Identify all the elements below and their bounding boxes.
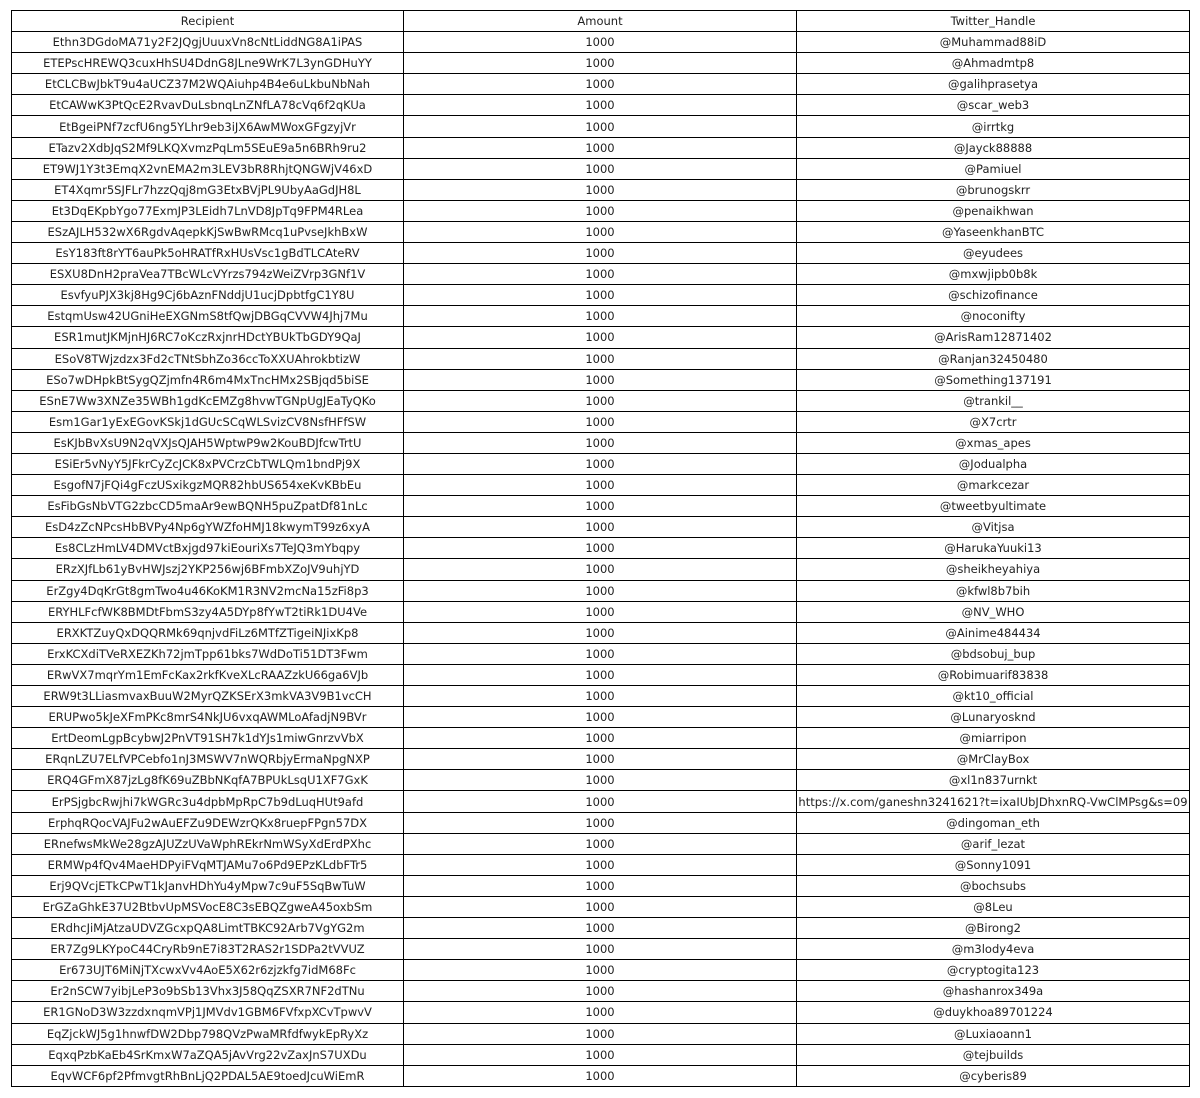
cell-amount: 1000 (404, 53, 797, 74)
cell-twitter-handle: @Pamiuel (797, 158, 1190, 179)
cell-twitter-handle: @penaikhwan (797, 200, 1190, 221)
cell-amount: 1000 (404, 32, 797, 53)
cell-amount: 1000 (404, 496, 797, 517)
table-row (12, 74, 1190, 95)
cell-amount: 1000 (404, 116, 797, 137)
cell-twitter-handle: @Luxiaoann1 (797, 1023, 1190, 1044)
cell-amount: 1000 (404, 1002, 797, 1023)
cell-amount: 1000 (404, 369, 797, 390)
table-row (12, 179, 1190, 200)
cell-amount: 1000 (404, 221, 797, 242)
table-row (12, 538, 1190, 559)
table-row (12, 221, 1190, 242)
table-row (12, 896, 1190, 917)
header-amount: Amount (404, 11, 797, 32)
table-body (12, 32, 1190, 1087)
cell-amount: 1000 (404, 643, 797, 664)
table-row (12, 453, 1190, 474)
cell-twitter-handle: @YaseenkhanBTC (797, 221, 1190, 242)
cell-twitter-handle: @Something137191 (797, 369, 1190, 390)
cell-amount: 1000 (404, 580, 797, 601)
table-row (12, 622, 1190, 643)
cell-recipient: ET9WJ1Y3t3EmqX2vnEMA2m3LEV3bR8RhjtQNGWjV46xD (12, 158, 404, 179)
table-row (12, 728, 1190, 749)
cell-recipient: Er673UJT6MiNjTXcwxVv4AoE5X62r6zjzkfg7idM68Fc (12, 960, 404, 981)
table-row (12, 158, 1190, 179)
cell-recipient: ErPSjgbcRwjhi7kWGRc3u4dpbMpRpC7b9dLuqHUt9afd (12, 791, 404, 812)
cell-twitter-handle: @NV_WHO (797, 601, 1190, 622)
cell-twitter-handle: @miarripon (797, 728, 1190, 749)
cell-amount: 1000 (404, 939, 797, 960)
table-row (12, 116, 1190, 137)
table-row (12, 939, 1190, 960)
table-row (12, 981, 1190, 1002)
table-row (12, 812, 1190, 833)
cell-recipient: ER1GNoD3W3zzdxnqmVPj1JMVdv1GBM6FVfxpXCvTpwvV (12, 1002, 404, 1023)
table-row (12, 95, 1190, 116)
cell-twitter-handle: @Vitjsa (797, 517, 1190, 538)
cell-amount: 1000 (404, 432, 797, 453)
cell-amount: 1000 (404, 664, 797, 685)
cell-twitter-handle: @Muhammad88iD (797, 32, 1190, 53)
cell-amount: 1000 (404, 179, 797, 200)
cell-recipient: ERzXJfLb61yBvHWJszj2YKP256wj6BFmbXZoJV9uhjYD (12, 559, 404, 580)
table-row (12, 243, 1190, 264)
cell-recipient: EsY183ft8rYT6auPk5oHRATfRxHUsVsc1gBdTLCAteRV (12, 243, 404, 264)
cell-recipient: ETEPscHREWQ3cuxHhSU4DdnG8JLne9WrK7L3ynGDHuYY (12, 53, 404, 74)
cell-amount: 1000 (404, 517, 797, 538)
cell-amount: 1000 (404, 749, 797, 770)
cell-amount: 1000 (404, 200, 797, 221)
cell-twitter-handle: @hashanrox349a (797, 981, 1190, 1002)
cell-twitter-handle: @dingoman_eth (797, 812, 1190, 833)
cell-twitter-handle: @Ainime484434 (797, 622, 1190, 643)
cell-amount: 1000 (404, 327, 797, 348)
cell-twitter-handle: @HarukaYuuki13 (797, 538, 1190, 559)
cell-recipient: ESo7wDHpkBtSygQZjmfn4R6m4MxTncHMx2SBjqd5biSE (12, 369, 404, 390)
cell-recipient: ESnE7Ww3XNZe35WBh1gdKcEMZg8hvwTGNpUgJEaTyQKo (12, 390, 404, 411)
cell-recipient: Es8CLzHmLV4DMVctBxjgd97kiEouriXs7TeJQ3mYbqpy (12, 538, 404, 559)
cell-recipient: ESiEr5vNyY5JFkrCyZcJCK8xPVCrzCbTWLQm1bndPj9X (12, 453, 404, 474)
cell-twitter-handle: @X7crtr (797, 411, 1190, 432)
cell-amount: 1000 (404, 411, 797, 432)
cell-recipient: ERUPwo5kJeXFmPKc8mrS4NkJU6vxqAWMLoAfadjN9BVr (12, 707, 404, 728)
cell-twitter-handle: @Ahmadmtp8 (797, 53, 1190, 74)
table-row (12, 411, 1190, 432)
cell-amount: 1000 (404, 95, 797, 116)
cell-amount: 1000 (404, 390, 797, 411)
cell-amount: 1000 (404, 74, 797, 95)
cell-twitter-handle: @cryptogita123 (797, 960, 1190, 981)
cell-recipient: EqxqPzbKaEb4SrKmxW7aZQA5jAvVrg22vZaxJnS7UXDu (12, 1044, 404, 1065)
table-row (12, 517, 1190, 538)
table-row (12, 200, 1190, 221)
table-row (12, 1002, 1190, 1023)
table-row (12, 601, 1190, 622)
cell-amount: 1000 (404, 137, 797, 158)
cell-twitter-handle: @Sonny1091 (797, 854, 1190, 875)
cell-recipient: ESzAJLH532wX6RgdvAqepkKjSwBwRMcq1uPvseJkhBxW (12, 221, 404, 242)
cell-twitter-handle: @ArisRam12871402 (797, 327, 1190, 348)
cell-recipient: ERQ4GFmX87jzLg8fK69uZBbNKqfA7BPUkLsqU1XF7GxK (12, 770, 404, 791)
table-row (12, 664, 1190, 685)
cell-twitter-handle: @arif_lezat (797, 833, 1190, 854)
table-row (12, 833, 1190, 854)
cell-recipient: ErGZaGhkE37U2BtbvUpMSVocE8C3sEBQZgweA45oxbSm (12, 896, 404, 917)
cell-twitter-handle: @brunogskrr (797, 179, 1190, 200)
cell-twitter-handle: @tweetbyultimate (797, 496, 1190, 517)
cell-amount: 1000 (404, 728, 797, 749)
cell-amount: 1000 (404, 854, 797, 875)
cell-recipient: EsD4zZcNPcsHbBVPy4Np6gYWZfoHMJ18kwymT99z6xyA (12, 517, 404, 538)
table-row (12, 32, 1190, 53)
cell-twitter-handle: @Birong2 (797, 918, 1190, 939)
table-row (12, 643, 1190, 664)
table-row (12, 1023, 1190, 1044)
cell-twitter-handle: @Robimuarif83838 (797, 664, 1190, 685)
cell-twitter-handle: @eyudees (797, 243, 1190, 264)
cell-recipient: ERMWp4fQv4MaeHDPyiFVqMTJAMu7o6Pd9EPzKLdbFTr5 (12, 854, 404, 875)
table-row (12, 559, 1190, 580)
cell-twitter-handle: @galihprasetya (797, 74, 1190, 95)
table-row (12, 854, 1190, 875)
table-row (12, 53, 1190, 74)
cell-recipient: ERnefwsMkWe28gzAJUZzUVaWphREkrNmWSyXdErdPXhc (12, 833, 404, 854)
cell-twitter-handle: @mxwjipb0b8k (797, 264, 1190, 285)
cell-twitter-handle: @m3lody4eva (797, 939, 1190, 960)
cell-recipient: ERqnLZU7ELfVPCebfo1nJ3MSWV7nWQRbjyErmaNpgNXP (12, 749, 404, 770)
cell-twitter-handle: https://x.com/ganeshn3241621?t=ixaIUbJDhxnRQ-VwClMPsg&s=09 (797, 791, 1190, 812)
cell-amount: 1000 (404, 960, 797, 981)
cell-recipient: ERW9t3LLiasmvaxBuuW2MyrQZKSErX3mkVA3V9B1vcCH (12, 686, 404, 707)
table-row (12, 875, 1190, 896)
cell-recipient: ErxKCXdiTVeRXEZKh72jmTpp61bks7WdDoTi51DT3Fwm (12, 643, 404, 664)
cell-twitter-handle: @Jodualpha (797, 453, 1190, 474)
cell-twitter-handle: @duykhoa89701224 (797, 1002, 1190, 1023)
recipients-table (11, 10, 1190, 1087)
cell-recipient: ER7Zg9LKYpoC44CryRb9nE7i83T2RAS2r1SDPa2tVVUZ (12, 939, 404, 960)
header-twitter-handle: Twitter_Handle (797, 11, 1190, 32)
cell-recipient: Erj9QVcjETkCPwT1kJanvHDhYu4yMpw7c9uF5SqBwTuW (12, 875, 404, 896)
cell-recipient: ERXKTZuyQxDQQRMk69qnjvdFiLz6MTfZTigeiNJixKp8 (12, 622, 404, 643)
cell-recipient: EqZjckWJ5g1hnwfDW2Dbp798QVzPwaMRfdfwykEpRyXz (12, 1023, 404, 1044)
cell-recipient: ErtDeomLgpBcybwJ2PnVT91SH7k1dYJs1miwGnrzvVbX (12, 728, 404, 749)
cell-amount: 1000 (404, 791, 797, 812)
table-row (12, 960, 1190, 981)
cell-recipient: Er2nSCW7yibjLeP3o9bSb13Vhx3J58QqZSXR7NF2dTNu (12, 981, 404, 1002)
cell-amount: 1000 (404, 1065, 797, 1086)
cell-twitter-handle: @irrtkg (797, 116, 1190, 137)
cell-twitter-handle: @MrClayBox (797, 749, 1190, 770)
cell-amount: 1000 (404, 538, 797, 559)
table-row (12, 432, 1190, 453)
cell-amount: 1000 (404, 707, 797, 728)
cell-amount: 1000 (404, 770, 797, 791)
cell-twitter-handle: @bdsobuj_bup (797, 643, 1190, 664)
table-row (12, 1065, 1190, 1086)
header-row (12, 11, 1190, 32)
table-row (12, 327, 1190, 348)
cell-recipient: EtCLCBwJbkT9u4aUCZ37M2WQAiuhp4B4e6uLkbuNbNah (12, 74, 404, 95)
cell-recipient: ESXU8DnH2praVea7TBcWLcVYrzs794zWeiZVrp3GNf1V (12, 264, 404, 285)
cell-twitter-handle: @8Leu (797, 896, 1190, 917)
cell-recipient: EqvWCF6pf2PfmvgtRhBnLjQ2PDAL5AE9toedJcuWiEmR (12, 1065, 404, 1086)
cell-recipient: ErZgy4DqKrGt8gmTwo4u46KoKM1R3NV2mcNa15zFi8p3 (12, 580, 404, 601)
cell-recipient: ERdhcJiMjAtzaUDVZGcxpQA8LimtTBKC92Arb7VgYG2m (12, 918, 404, 939)
cell-recipient: EstqmUsw42UGniHeEXGNmS8tfQwjDBGqCVVW4Jhj7Mu (12, 306, 404, 327)
cell-amount: 1000 (404, 812, 797, 833)
cell-twitter-handle: @kfwl8b7bih (797, 580, 1190, 601)
table-row (12, 707, 1190, 728)
cell-twitter-handle: @sheikheyahiya (797, 559, 1190, 580)
cell-recipient: Ethn3DGdoMA71y2F2JQgjUuuxVn8cNtLiddNG8A1iPAS (12, 32, 404, 53)
cell-twitter-handle: @Jayck88888 (797, 137, 1190, 158)
cell-recipient: ET4Xqmr5SJFLr7hzzQqj8mG3EtxBVjPL9UbyAaGdJH8L (12, 179, 404, 200)
cell-twitter-handle: @scar_web3 (797, 95, 1190, 116)
table-row (12, 770, 1190, 791)
cell-amount: 1000 (404, 475, 797, 496)
table-row (12, 285, 1190, 306)
cell-amount: 1000 (404, 918, 797, 939)
table-row (12, 369, 1190, 390)
cell-twitter-handle: @trankil__ (797, 390, 1190, 411)
cell-amount: 1000 (404, 158, 797, 179)
cell-recipient: EsgofN7jFQi4gFczUSxikgzMQR82hbUS654xeKvKBbEu (12, 475, 404, 496)
table-row (12, 390, 1190, 411)
cell-amount: 1000 (404, 875, 797, 896)
cell-twitter-handle: @kt10_official (797, 686, 1190, 707)
cell-amount: 1000 (404, 285, 797, 306)
cell-twitter-handle: @markcezar (797, 475, 1190, 496)
cell-twitter-handle: @Ranjan32450480 (797, 348, 1190, 369)
cell-recipient: EsvfyuPJX3kj8Hg9Cj6bAznFNddjU1ucjDpbtfgC1Y8U (12, 285, 404, 306)
cell-amount: 1000 (404, 453, 797, 474)
cell-twitter-handle: @tejbuilds (797, 1044, 1190, 1065)
cell-amount: 1000 (404, 348, 797, 369)
cell-twitter-handle: @bochsubs (797, 875, 1190, 896)
cell-recipient: ESoV8TWjzdzx3Fd2cTNtSbhZo36ccToXXUAhrokbtizW (12, 348, 404, 369)
cell-amount: 1000 (404, 306, 797, 327)
cell-amount: 1000 (404, 601, 797, 622)
cell-amount: 1000 (404, 264, 797, 285)
cell-amount: 1000 (404, 1023, 797, 1044)
table-row (12, 791, 1190, 812)
cell-recipient: Esm1Gar1yExEGovKSkj1dGUcSCqWLSvizCV8NsfHFfSW (12, 411, 404, 432)
cell-recipient: EtBgeiPNf7zcfU6ng5YLhr9eb3iJX6AwMWoxGFgzyjVr (12, 116, 404, 137)
cell-recipient: EsFibGsNbVTG2zbcCD5maAr9ewBQNH5puZpatDf81nLc (12, 496, 404, 517)
table-row (12, 918, 1190, 939)
cell-recipient: ERwVX7mqrYm1EmFcKax2rkfKveXLcRAAZzkU66ga6VJb (12, 664, 404, 685)
cell-twitter-handle: @Lunaryosknd (797, 707, 1190, 728)
cell-amount: 1000 (404, 686, 797, 707)
cell-recipient: ERYHLFcfWK8BMDtFbmS3zy4A5DYp8fYwT2tiRk1DU4Ve (12, 601, 404, 622)
cell-twitter-handle: @noconifty (797, 306, 1190, 327)
table-row (12, 1044, 1190, 1065)
cell-recipient: EtCAWwK3PtQcE2RvavDuLsbnqLnZNfLA78cVq6f2qKUa (12, 95, 404, 116)
cell-recipient: ESR1mutJKMjnHJ6RC7oKczRxjnrHDctYBUkTbGDY9QaJ (12, 327, 404, 348)
table-row (12, 306, 1190, 327)
table-row (12, 686, 1190, 707)
cell-amount: 1000 (404, 243, 797, 264)
table-row (12, 749, 1190, 770)
cell-twitter-handle: @schizofinance (797, 285, 1190, 306)
cell-twitter-handle: @xmas_apes (797, 432, 1190, 453)
cell-recipient: ETazv2XdbJqS2Mf9LKQXvmzPqLm5SEuE9a5n6BRh9ru2 (12, 137, 404, 158)
cell-amount: 1000 (404, 1044, 797, 1065)
cell-recipient: Et3DqEKpbYgo77ExmJP3LEidh7LnVD8JpTq9FPM4RLea (12, 200, 404, 221)
cell-amount: 1000 (404, 981, 797, 1002)
table-row (12, 580, 1190, 601)
table-row (12, 475, 1190, 496)
cell-recipient: ErphqRQocVAJFu2wAuEFZu9DEWzrQKx8ruepFPgn57DX (12, 812, 404, 833)
cell-twitter-handle: @cyberis89 (797, 1065, 1190, 1086)
cell-amount: 1000 (404, 833, 797, 854)
table-row (12, 264, 1190, 285)
cell-twitter-handle: @xl1n837urnkt (797, 770, 1190, 791)
cell-amount: 1000 (404, 896, 797, 917)
table-row (12, 137, 1190, 158)
header-recipient: Recipient (12, 11, 404, 32)
cell-recipient: EsKJbBvXsU9N2qVXJsQJAH5WptwP9w2KouBDJfcwTrtU (12, 432, 404, 453)
cell-amount: 1000 (404, 622, 797, 643)
cell-amount: 1000 (404, 559, 797, 580)
table-row (12, 348, 1190, 369)
table-row (12, 496, 1190, 517)
